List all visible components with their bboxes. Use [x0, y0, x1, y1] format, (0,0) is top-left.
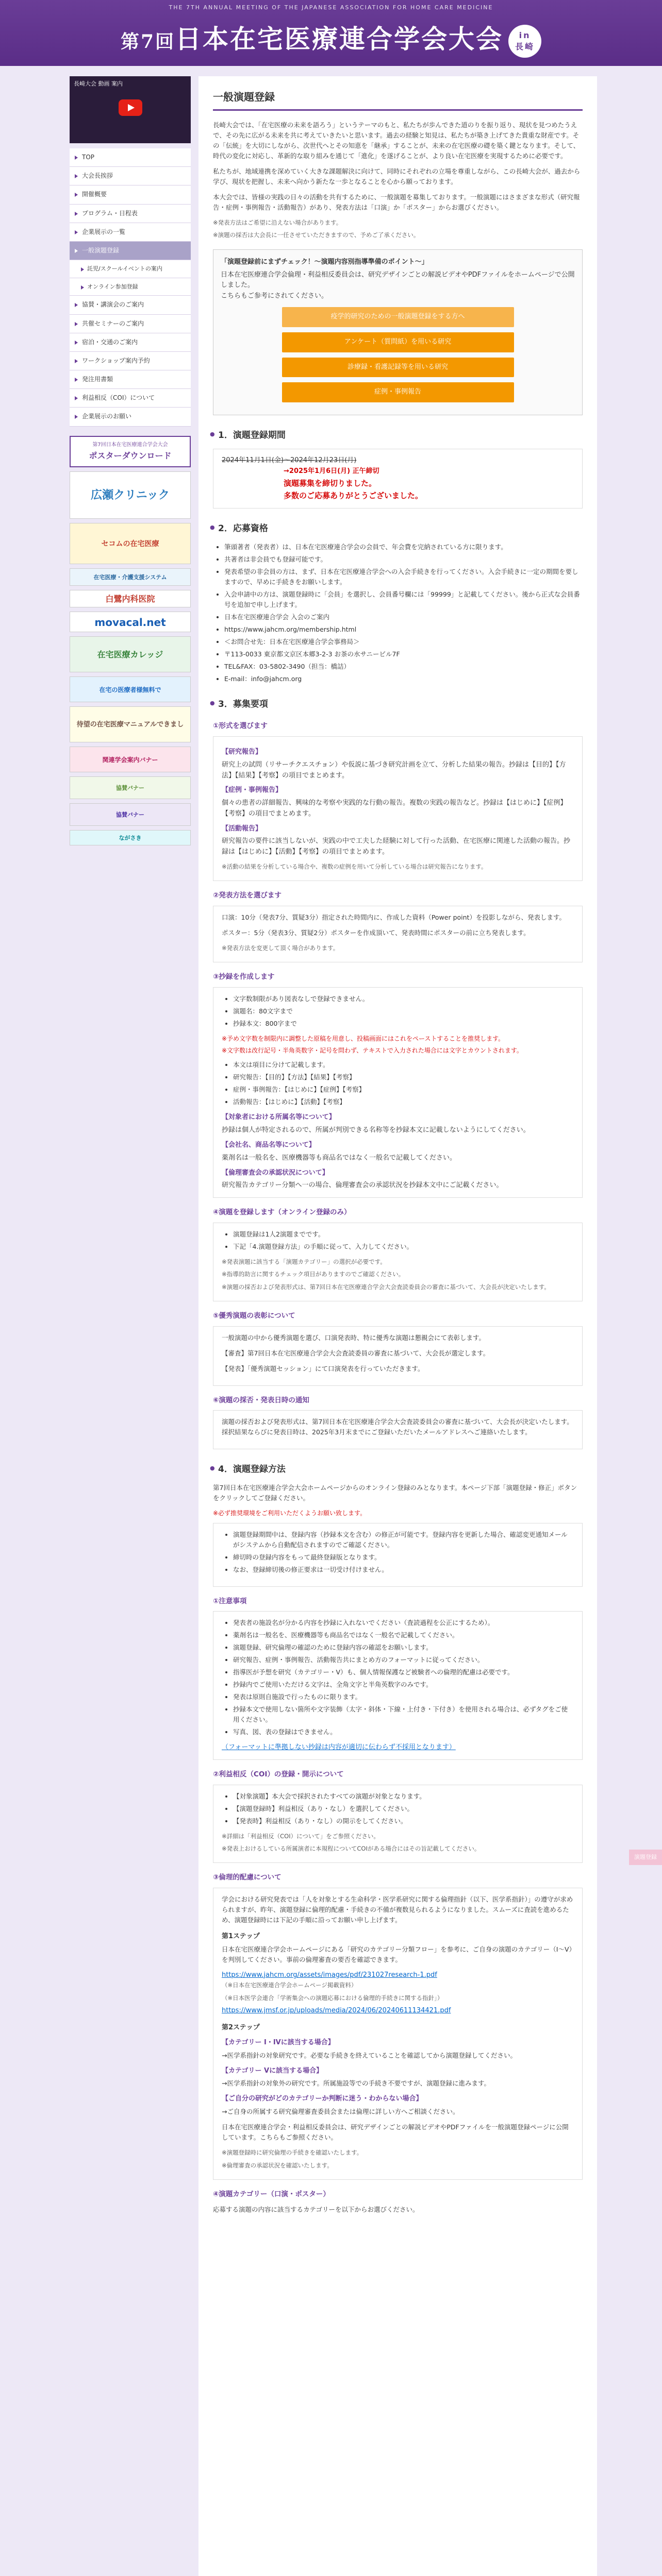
sidebar-nav-item-10[interactable]: 宿泊・交通のご案内: [70, 333, 191, 352]
format-note: ※活動の結果を分析している場合や、複数の症例を用いて分析している場合は研究報告になります。: [222, 863, 487, 871]
guide-button-epidemiology[interactable]: 疫学的研究のための一般演題登録をする方へ: [282, 307, 514, 327]
poster-line1: 第7回日本在宅医療連合学会大会: [92, 442, 168, 448]
ethics-frame: [213, 1888, 583, 2180]
caution-list: [222, 1618, 574, 1737]
method-frame: [213, 906, 583, 962]
qualification-item: • 共著者は非会員でも登録可能です。: [224, 554, 583, 565]
step1-link-2-note: （※日本医学会連合「学術集会への演題応募における倫理的手続きに関する指針」）: [222, 1994, 443, 2002]
abstract-format-list: [222, 1060, 574, 1107]
coi-frame: [213, 1785, 583, 1863]
sponsor-banner-label: ながさき: [119, 835, 142, 842]
sidebar-nav-item-6[interactable]: 託児/スクールイベントの案内: [70, 260, 191, 278]
sponsor-banner-label: 協賛バナー: [116, 785, 144, 792]
step2-note-1: ※演題登録時に研究倫理の手続きを確認いたします。: [222, 2149, 363, 2157]
promo-video[interactable]: [70, 76, 191, 143]
register-note: ※発表演題に該当する「演題カテゴリー」の選択が必要です。: [222, 1258, 386, 1265]
schedule-extended: →2025年1月6日(月) 正午締切: [284, 467, 379, 476]
step-format: ①形式を選びます: [213, 722, 268, 731]
poster-download-banner[interactable]: [70, 436, 191, 468]
sidebar-nav-item-8[interactable]: 協賛・講演会のご案内: [70, 296, 191, 314]
abstract-item: • 抄録本文：800字まで: [233, 1019, 574, 1029]
how-to-item: • 締切時の登録内容をもって最終登録版となります。: [233, 1552, 574, 1563]
step1-link-1[interactable]: https://www.jahcm.org/assets/images/pdf/231027research-1.pdf: [222, 1971, 437, 1979]
title-text: 日本在宅医療連合学会大会: [175, 24, 504, 54]
ethics-head: ③倫理的配慮について: [213, 1873, 282, 1882]
sponsor-banner-label: 関連学会案内バナー: [102, 756, 158, 764]
caution-item: • 研究報告、症例・事例報告、活動報告共にまとめ方のフォーマットに従ってください。: [233, 1655, 574, 1665]
sponsor-banner-label: 待望の在宅医療マニュアルできまし: [76, 721, 184, 729]
sidebar-nav-item-13[interactable]: 利益相反（COI）について: [70, 389, 191, 408]
sidebar-nav-item-9[interactable]: 共催セミナーのご案内: [70, 315, 191, 333]
sidebar-nav-item-12[interactable]: 発注用書類: [70, 370, 191, 389]
caution-item: • 薬剤名は一般名を、医療機器等も商品名ではなく一般名で記載してください。: [233, 1630, 574, 1640]
sponsor-banner-11[interactable]: [70, 830, 191, 845]
schedule-closed: 演題募集を締切りました。: [284, 478, 377, 488]
award-text: 一般演題の中から優秀演題を選び、口演発表時、特に優秀な演題は懇親会にて表彰します。: [222, 1333, 486, 1342]
floating-register-tab[interactable]: 演題登録: [629, 1850, 662, 1865]
how-to-text: 第7回日本在宅医療連合学会大会ホームページからのオンライン登録のみとなります。本ページ下部「演題登録・修正」ボタンをクリックしてご登録ください。: [213, 1484, 577, 1502]
abstract-list: [222, 994, 574, 1029]
caution-item: • 発表は原則自施設で行ったものに限ります。: [233, 1692, 574, 1702]
sponsor-banner-2[interactable]: [70, 568, 191, 586]
sidebar-nav-item-3[interactable]: プログラム・日程表: [70, 205, 191, 223]
schedule-original: 2024年11月1日(金)～2024年12月23日(月): [222, 456, 357, 465]
ethics-review-head: 【倫理審査会の承認状況について】: [222, 1168, 329, 1177]
step1-text: 日本在宅医療連合学会ホームページにある「研究のカテゴリー分類フロー」を参考に、ご自身の演題のカテゴリー（I〜V）を判別してください。事前の倫理審査の要否を確認できます。: [222, 1945, 572, 1963]
schedule-thanks: 多数のご応募ありがとうございました。: [284, 490, 423, 500]
award-review: 【審査】第7回日本在宅医療連合学会大会査読委員の審査に基づいて、大会長が選定します。: [222, 1349, 490, 1357]
coi-head: ②利益相反（COI）の登録・開示について: [213, 1770, 344, 1778]
drug-text: 薬剤名は一般名を、医療機器等も商品名ではなく一般名で記載してください。: [222, 1154, 457, 1162]
step2-unsure-head: 【ご自分の研究がどのカテゴリーか判断に迷う・わからない場合】: [222, 2095, 423, 2103]
pre-check-box: [213, 249, 583, 415]
step1-head: 第1ステップ: [222, 1932, 260, 1940]
caution-item: • 写真、図、表の登録はできません。: [233, 1727, 574, 1737]
subject-text: 抄録は個人が特定されるので、所属が判別できる名称等を抄録本文に記載しないようにしてください。: [222, 1126, 530, 1134]
step1-link-2[interactable]: https://www.jmsf.or.jp/uploads/media/2024/06/20240611134421.pdf: [222, 2007, 451, 2015]
qualification-item: • TEL&FAX：03-5802-3490（担当：橋詰）: [224, 662, 583, 672]
box-body-2: こちらもご参考にされてください。: [221, 292, 328, 300]
guide-button-case-report[interactable]: 症例・事例報告: [282, 382, 514, 402]
qualification-item: • ＜お問合せ先：日本在宅医療連合学会事務局＞: [224, 637, 583, 647]
how-to-item: • 演題登録期間中は、登録内容（抄録本文を含む）の修正が可能です。登録内容を更新した場合、確認変更通知メールがシステムから自動配信されますのでご確認ください。: [233, 1530, 574, 1550]
step2-cat5-text: →医学系指針の対象外の研究です。所属施設等での手続き不要ですが、演題登録に進みます。: [222, 2079, 490, 2088]
site-header: [0, 0, 662, 66]
sponsor-banner-label: 在宅の医療者様無料で: [99, 686, 161, 694]
step-abstract: ③抄録を作成します: [213, 973, 275, 981]
coi-note-1: ※詳細は「利益相反（COI）について」をご参照ください。: [222, 1832, 379, 1840]
sponsor-banner-label: セコムの在宅医療: [101, 540, 159, 549]
box-body: 日本在宅医療連合学会倫理・利益相反委員会は、研究デザインごとの解説ビデオやPDFファイルをホームページで公開しました。: [221, 270, 575, 290]
caution-frame: [213, 1611, 583, 1760]
notification-frame: [213, 1410, 583, 1449]
register-item: • 演題登録は1人2演題までです。: [233, 1229, 574, 1240]
coi-note-2: ※発表上おけるしている所属演者に本規程についてCOIがある場合にはその旨記載してください。: [222, 1844, 481, 1852]
award-present: 【発表】「優秀演題セッション」にて口演発表を行っていただきます。: [222, 1364, 424, 1372]
abstract-format-item: • 研究報告：【目的】【方法】【結果】【考察】: [233, 1072, 574, 1082]
sponsor-banner-label: 広瀬クリニック: [91, 489, 170, 502]
sponsor-banner-label: 在宅医療カレッジ: [97, 650, 163, 660]
intro-note-2: ※演題の採否は大会長に一任させていただきますので、予めご了承ください。: [213, 231, 420, 239]
step2-unsure-text: →ご自身の所属する研究倫理審査委員会または倫理に詳しい方へご相談ください。: [222, 2108, 459, 2116]
step-register: ④演題を登録します（オンライン登録のみ）: [213, 1208, 351, 1217]
activity-text: 研究報告の要件に該当しないが、実践の中で工夫した経験に対して行った活動、在宅医療に関連した活動の報告。抄録は【はじめに】【活動】【考察】の項目でまとめます。: [222, 837, 571, 856]
step-notification: ⑥演題の採否・発表日時の通知: [213, 1396, 309, 1404]
caution-item: • 抄録内でご使用いただける文字は、全角文字と半角英数字のみです。: [233, 1680, 574, 1690]
qualification-item: • 筆頭著者（発表者）は、日本在宅医療連合学会の会員で、年会費を完納されている方に限ります。: [224, 542, 583, 552]
sponsor-banner-1[interactable]: [70, 523, 191, 564]
research-text: 研究上の試問（リサーチクエスチョン）や仮説に基づき研究計画を立て、分析した結果の報告。抄録は【目的】【方法】【結果】【考察】の項目でまとめます。: [222, 760, 566, 779]
coi-item: • 【対象演題】本大会で採択されたすべての演題が対象となります。: [233, 1791, 574, 1802]
subject-head: 【対象者における所属名等について】: [222, 1113, 336, 1122]
ethics-text: 学会における研究発表では「人を対象とする生命科学・医学系研究に関する倫理指針（以下、医学系指針）」の遵守が求められますが、昨年、演題登録に倫理的配慮・手続きの不備が複数見られるようになりました。スムーズに査読を進めるため、演題登録時には下記の手順に沿ってお願い申し上げます。: [222, 1895, 573, 1924]
sponsor-banner-label: 在宅医療・介護支援システム: [93, 574, 167, 581]
category-head: ④演題カテゴリー（口演・ポスター）: [213, 2190, 330, 2199]
qualification-item: • 発表希望の非会員の方は、まず、日本在宅医療連合学会への入会手続きを行ってください。入会手続きに一定の期間を要しますので、早めに手続きをお願いします。: [224, 567, 583, 587]
sponsor-banner-8[interactable]: [70, 747, 191, 772]
notification-text: 演題の採否および発表形式は、第7回日本在宅医療連合学会大会査読委員会の審査に基づいて、大会長が決定いたします。採択結果ならびに発表日時は、2025年3月末までにご登録いただいたメールアドレスへご連絡いたします。: [222, 1418, 573, 1436]
side-nav: [70, 148, 191, 427]
section-requirements: ● 3．募集要項: [213, 698, 583, 711]
box-heading: 「演題登録前にまずチェック！～演題内容別指導準備のポイント～」: [221, 258, 428, 266]
guide-button-records[interactable]: 診療録・看護記録等を用いる研究: [282, 358, 514, 378]
research-head: 【研究報告】: [222, 748, 262, 756]
abstract-frame: [213, 987, 583, 1198]
method-note: ※発表方法を変更して頂く場合があります。: [222, 944, 339, 952]
section-qualification: ● 2．応募資格: [213, 522, 583, 536]
register-frame: [213, 1223, 583, 1301]
drug-head: 【会社名、商品名等について】: [222, 1141, 316, 1149]
register-notes: [222, 1257, 574, 1292]
abstract-format-item: • 本文は項目に分けて記載します。: [233, 1060, 574, 1070]
sponsor-banner-label: movacal.net: [94, 616, 166, 629]
register-item: • 下記「4.演題登録方法」の手順に従って、入力してください。: [233, 1242, 574, 1252]
how-to-item: • なお、登録締切後の修正要求は一切受け付けません。: [233, 1565, 574, 1575]
play-icon[interactable]: [119, 99, 142, 116]
step2-unsure-text-2: 日本在宅医療連合学会・利益相反委員会は、研究デザインごとの解説ビデオやPDFファイルを一般演題登録ページに公開しています。こちらもご参照ください。: [222, 2123, 569, 2142]
sponsor-banner-0[interactable]: [70, 471, 191, 519]
page-title: 一般演題登録: [213, 89, 583, 111]
step2-cat1-head: 【カテゴリー I・IVに該当する場合】: [222, 2038, 335, 2046]
sponsor-banner-3[interactable]: [70, 590, 191, 607]
step2-cat5-head: 【カテゴリー Vに該当する場合】: [222, 2066, 323, 2075]
poster-text: ポスター：5分（発表3分、質疑2分）ポスターを作成頂いて、発表時間にポスターの前に立ち発表します。: [222, 929, 530, 937]
intro-note-1: ※発表方法はご希望に沿えない場合があります。: [213, 219, 342, 226]
abstract-format-item: • 活動報告：【はじめに】【活動】【考察】: [233, 1097, 574, 1107]
sponsor-banner-6[interactable]: [70, 676, 191, 702]
category-text: 応募する演題の内容に該当するカテゴリーを以下からお選びください。: [213, 2205, 419, 2213]
how-to-frame: [213, 1523, 583, 1587]
sidebar: [70, 76, 191, 845]
step2-head: 第2ステップ: [222, 2024, 260, 2032]
intro-paragraph-2: 私たちが、地域連携を深めていく大きな課題解決に向けて、同時にそれぞれの立場を尊重しながら、この長崎大会が、過去から学び、現状を把握し、未来へ向かう新たな一歩となることを心から願っております。: [213, 167, 581, 185]
intro-paragraph-1: 長崎大会では、「在宅医療の未来を語ろう」というテーマのもと、私たちが歩んできた道のりを振り返り、現状を見つめたうえで、その先に広がる未来を共に考えていきたいと思います。過去の経験と知見は、私たちが築き上げてきた貴重な財産です。その「伝統」を大切にしながら、次世代へとその知恵を「継承」することが、未来の在宅医療の礎を築く鍵となります。そして、時代の変化に対応し、革新的な取り組みを通じて「進化」を遂げることが、より良い在宅医療を実現するために必要です。: [213, 121, 580, 160]
qualification-item: • 〒113-0033 東京都文京区本郷3-2-3 お茶の水サニービル7F: [224, 649, 583, 659]
sponsor-banner-label: 白鷺内科医院: [105, 594, 155, 604]
sponsor-banner-10[interactable]: [70, 803, 191, 826]
how-to-list: [222, 1530, 574, 1575]
how-to-warning: ※必ず推奨環境をご利用いただくようお願い致します。: [213, 1510, 367, 1517]
abstract-warning-1: ※予め文字数を制限内に調整した原稿を用意し、投稿画面にはこれをペーストすることを推奨します。: [222, 1035, 505, 1043]
sidebar-nav-item-5[interactable]: 一般演題登録: [70, 242, 191, 260]
award-frame: [213, 1326, 583, 1386]
coi-item: • 【発表時】利益相反（あり・なし）の開示をしてください。: [233, 1816, 574, 1826]
caution-head: ①注意事項: [213, 1597, 247, 1605]
step2-note-2: ※倫理審査の承認状況を確認いたします。: [222, 2161, 333, 2169]
caution-item: • 抄録本文で使用しない箇所や文字装飾（太字・斜体・下線・上付き・下付き）を使用される場合は、必ずタグをご使用ください。: [233, 1704, 574, 1725]
sponsor-banner-label: 協賛バナー: [116, 811, 144, 819]
qualification-list: [213, 542, 583, 684]
site-title[interactable]: [0, 19, 662, 60]
video-title: 長崎大会 動画 案内: [74, 80, 123, 87]
sidebar-nav-item-0[interactable]: TOP: [70, 148, 191, 167]
sidebar-nav-item-2[interactable]: 開催概要: [70, 185, 191, 204]
qualification-item: • https://www.jahcm.org/membership.html: [224, 624, 583, 635]
sponsor-banner-7[interactable]: [70, 706, 191, 742]
sidebar-nav-item-4[interactable]: 企業展示の一覧: [70, 223, 191, 242]
sponsor-banners: [70, 471, 191, 845]
activity-head: 【活動報告】: [222, 824, 262, 833]
qualification-item: • E-mail：info@jahcm.org: [224, 674, 583, 684]
register-note: ※演題の採否および発表形式は、第7回日本在宅医療連合学会大会査読委員会の審査に基づいて、大会長が決定いたします。: [222, 1283, 550, 1291]
format-link[interactable]: （フォーマットに準拠しない抄録は内容が適切に伝わらず不採用となります）: [222, 1743, 456, 1752]
abstract-format-item: • 症例・事例報告：【はじめに】【症例】【考察】: [233, 1084, 574, 1095]
case-head: 【症例・事例報告】: [222, 786, 283, 794]
step2-cat1-text: →医学系指針の対象研究です。必要な手続きを終えていることを確認してから演題登録してください。: [222, 2051, 517, 2059]
case-text: 個々の患者の詳細報告、興味的な考察や実践的な行動の報告。複数の実践の報告など。抄録は【はじめに】【症例】【考察】の項目でまとめます。: [222, 799, 567, 818]
page-layout: [64, 66, 597, 2576]
caution-item: • 発表者の施設名が分かる内容を抄録に入れないでください（査読過程を公正にするため）。: [233, 1618, 574, 1628]
header-subtitle: THE 7TH ANNUAL MEETING OF THE JAPANESE ASSOCIATION FOR HOME CARE MEDICINE: [169, 4, 493, 11]
section-period: ● 1．演題登録期間: [213, 429, 583, 443]
caution-item: • 演題登録、研究倫理の確認のために登録内容の確認をお願いします。: [233, 1642, 574, 1653]
qualification-item: • 入会申請中の方は、演題登録時に「会員」を選択し、会員番号欄には「99999」と記載してください。後から正式な会員番号を追加で申し上げます。: [224, 589, 583, 610]
ethics-review-text: 研究報告カテゴリー分類へ一の場合、倫理審査会の承認状況を抄録本文中にご記載ください。: [222, 1181, 503, 1190]
register-list: [222, 1229, 574, 1252]
caution-item: • 指導医が予想を研究（カテゴリー・V）も、個人情報保護など被験者への倫理的配慮は必要です。: [233, 1667, 574, 1677]
poster-line2: ポスターダウンロード: [89, 450, 172, 461]
abstract-item: • 演題名：80文字まで: [233, 1006, 574, 1016]
sidebar-nav-item-14[interactable]: 企業展示のお願い: [70, 408, 191, 426]
sidebar-nav-item-7[interactable]: オンライン参加登録: [70, 278, 191, 296]
format-frame: [213, 736, 583, 882]
register-note: ※指導的助言に関するチェック項目がありますのでご確認ください。: [222, 1270, 405, 1278]
qualification-item: • 日本在宅医療連合学会 入会のご案内: [224, 612, 583, 622]
nagasaki-badge: in 長崎: [508, 25, 541, 58]
step-award: ⑤優秀演題の表彰について: [213, 1311, 295, 1320]
sponsor-banner-9[interactable]: [70, 776, 191, 799]
guide-button-questionnaire[interactable]: アンケート（質問紙）を用いる研究: [282, 332, 514, 352]
sidebar-nav-item-11[interactable]: ワークショップ案内予約: [70, 352, 191, 370]
title-ordinal: 第7回: [120, 31, 176, 53]
step1-link-1-note: （※日本在宅医療連合学会ホームページ掲載資料）: [222, 1981, 357, 1989]
main-content: [198, 76, 597, 2576]
abstract-item: • 文字数制限があり図表なしで登録できません。: [233, 994, 574, 1004]
sponsor-banner-4[interactable]: [70, 612, 191, 632]
sponsor-banner-5[interactable]: [70, 636, 191, 672]
schedule-box: [213, 449, 583, 509]
sidebar-nav-item-1[interactable]: 大会長挨拶: [70, 167, 191, 185]
coi-item: • 【演題登録時】利益相反（あり・なし）を選択してください。: [233, 1804, 574, 1814]
abstract-warning-2: ※文字数は改行記号・半角英数字・記号を問わず、テキストで入力された場合には文字とカウントされます。: [222, 1047, 523, 1055]
coi-list: [222, 1791, 574, 1826]
intro-paragraph-3: 本大会では、皆様の実践の日々の活動を共有するために、一般演題を募集しております。一般演題にはさまざまな形式（研究報告・症例・事例報告・活動報告）があり、発表方法は「口演」か「ポスター」からお選びください。: [213, 193, 580, 211]
step-method: ②発表方法を選びます: [213, 891, 282, 900]
oral-text: 口演：10分（発表7分、質疑3分）指定された時間内に、作成した資料（Power point）を投影しながら、発表します。: [222, 913, 566, 922]
section-how-to-register: ● 4．演題登録方法: [213, 1463, 583, 1477]
